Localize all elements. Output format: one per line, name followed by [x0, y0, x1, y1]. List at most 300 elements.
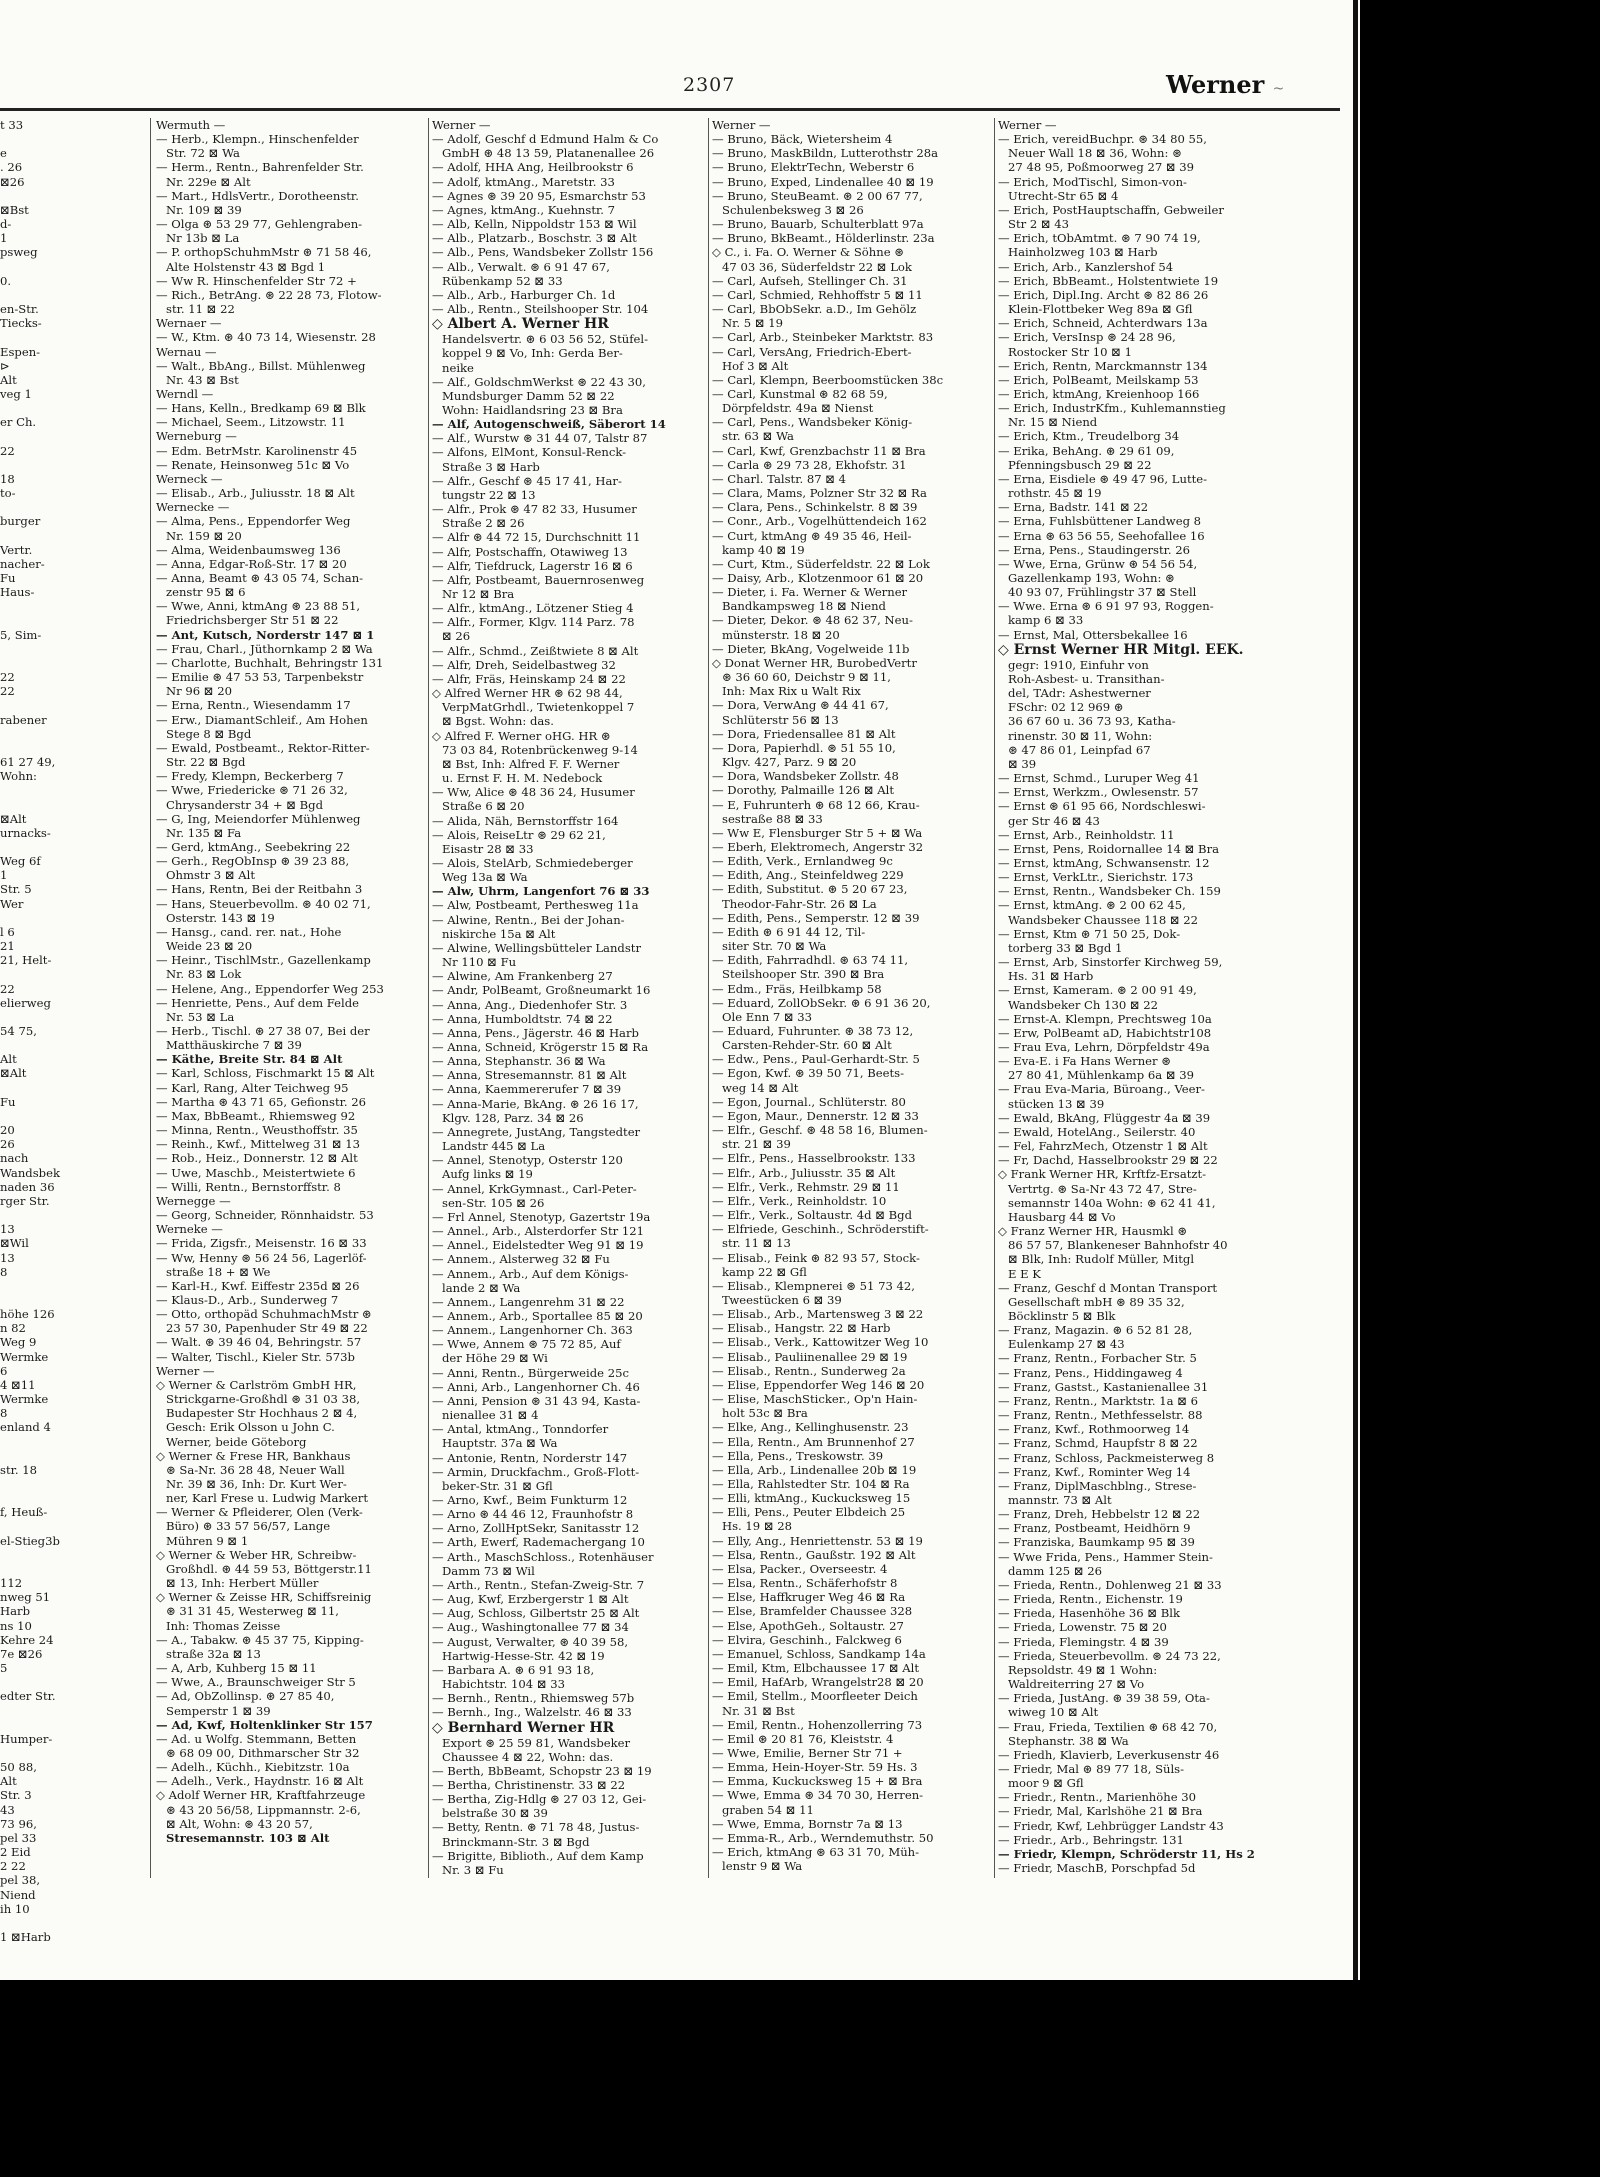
entry-line — [0, 798, 146, 812]
entry-line: — Ww, Henny ⊛ 56 24 56, Lagerlöf- — [156, 1250, 367, 1265]
entry-line: — Emil, Ktm, Elbchaussee 17 ⊠ Alt — [712, 1661, 920, 1676]
entry-line: — Erw., DiamantSchleif., Am Hohen — [156, 712, 368, 727]
entry-line: VerpMatGrhdl., Twietenkoppel 7 — [442, 700, 635, 715]
entry-line: — Erich, PostHauptschaffn, Gebweiler — [998, 202, 1224, 217]
entry-line: — Elfr., Verk., Soltaustr. 4d ⊠ Bgd — [712, 1208, 913, 1223]
entry-line: — Emma, Kuckucksweg 15 + ⊠ Bra — [712, 1774, 923, 1789]
running-head-mark: ~ — [1272, 81, 1285, 97]
entry-line: nienallee 31 ⊠ 4 — [442, 1408, 539, 1423]
entry-line: Klgv. 128, Parz. 34 ⊠ 26 — [442, 1110, 584, 1125]
entry-line: str. 11 ⊠ 13 — [722, 1236, 791, 1251]
entry-line: — Dorothy, Palmaille 126 ⊠ Alt — [712, 783, 895, 798]
entry-line: Straße 6 ⊠ 20 — [442, 799, 525, 814]
entry-line: Friedrichsberger Str 51 ⊠ 22 — [166, 613, 339, 628]
entry-line: — Emil, Rentn., Hohenzollerring 73 — [712, 1717, 923, 1732]
entry-line: Vertr. — [0, 542, 33, 557]
entry-line: str. 18 — [0, 1462, 37, 1477]
entry-line: — Georg, Schneider, Rönnhaidstr. 53 — [156, 1208, 374, 1223]
entry-line: Büro) ⊛ 33 57 56/57, Lange — [166, 1519, 331, 1534]
entry-line: pel 33 — [0, 1830, 37, 1845]
entry-line: ◇ Werner & Weber HR, Schreibw- — [156, 1547, 357, 1562]
entry-line: ◇ Alfred F. Werner oHG. HR ⊛ — [432, 728, 611, 743]
entry-line: — Frieda, Rentn., Eichenstr. 19 — [998, 1592, 1183, 1607]
entry-line: Rübenkamp 52 ⊠ 33 — [442, 273, 563, 288]
entry-line: — Alwine, Am Frankenberg 27 — [432, 969, 613, 984]
entry-line — [0, 642, 146, 656]
entry-line: — Alfr, Fräs, Heinskamp 24 ⊠ 22 — [432, 671, 626, 686]
entry-line: — Ella, Rahlstedter Str. 104 ⊠ Ra — [712, 1477, 910, 1491]
column-divider — [428, 118, 429, 1878]
entry-line: — Franz, Kwf., Rominter Weg 14 — [998, 1464, 1191, 1479]
entry-line: ◇ Werner & Zeisse HR, Schiffsreinig — [156, 1590, 372, 1605]
entry-line: ⊳ — [0, 358, 10, 373]
entry-line: 2 22 — [0, 1859, 26, 1874]
entry-line: — Dora, Papierhdl. ⊛ 51 55 10, — [712, 740, 896, 755]
entry-line: — Ant, Kutsch, Norderstr 147 ⊠ 1 — [156, 627, 375, 642]
entry-line: rabener — [0, 712, 47, 727]
entry-line: — Elvira, Geschinh., Falckweg 6 — [712, 1632, 902, 1647]
entry-line: — Anna, Schneid, Krögerstr 15 ⊠ Ra — [432, 1040, 649, 1054]
entry-line: — Emma, Hein-Hoyer-Str. 59 Hs. 3 — [712, 1760, 918, 1775]
entry-line: — Bruno, Bauarb, Schulterblatt 97a — [712, 217, 924, 232]
entry-line: 1 — [0, 868, 8, 883]
column-edge-fragments — [0, 118, 146, 1958]
entry-line: — Elli, Pens., Peuter Elbdeich 25 — [712, 1505, 906, 1520]
entry-line: — Ernst, Rentn., Wandsbeker Ch. 159 — [998, 884, 1221, 899]
entry-line — [0, 698, 146, 712]
entry-line: — Elise, Eppendorfer Weg 146 ⊠ 20 — [712, 1377, 925, 1392]
entry-line: münsterstr. 18 ⊠ 20 — [722, 627, 840, 642]
entry-line: — Alb., Platzarb., Boschstr. 3 ⊠ Alt — [432, 231, 637, 246]
entry-line: — Erich, ktmAng, Kreienhoop 166 — [998, 386, 1200, 401]
entry-line — [0, 1081, 146, 1095]
entry-line: 61 27 49, — [0, 755, 56, 770]
entry-line: — Hans, Steuerbevollm. ⊛ 40 02 71, — [156, 896, 371, 911]
entry-line: edter Str. — [0, 1689, 56, 1704]
entry-line: — Egon, Maur., Dennerstr. 12 ⊠ 33 — [712, 1108, 919, 1123]
entry-line — [0, 1038, 146, 1052]
entry-line: Haus- — [0, 585, 35, 600]
entry-line: — Franz, Rentn., Marktstr. 1a ⊠ 6 — [998, 1393, 1198, 1408]
entry-line: — Friedr., Arb., Behringstr. 131 — [998, 1832, 1184, 1847]
entry-line: Roh-Asbest- u. Transithan- — [1008, 671, 1165, 686]
entry-line: Tiecks- — [0, 316, 42, 331]
entry-line: — Elfr., Verk., Reinholdstr. 10 — [712, 1193, 887, 1208]
entry-line: — Franz, Rentn., Methfesselstr. 88 — [998, 1408, 1203, 1423]
entry-line: — Frieda, Lowenstr. 75 ⊠ 20 — [998, 1620, 1167, 1635]
entry-line — [0, 1519, 146, 1533]
entry-line: torberg 33 ⊠ Bgd 1 — [1008, 940, 1123, 955]
entry-line: — Eduard, Fuhrunter. ⊛ 38 73 12, — [712, 1024, 914, 1038]
entry-line: — Edith, Substitut. ⊛ 5 20 67 23, — [712, 882, 908, 897]
entry-line: — Armin, Druckfachm., Groß-Flott- — [432, 1464, 640, 1479]
entry-line: — Henriette, Pens., Auf dem Felde — [156, 995, 360, 1010]
entry-line: — Erna, Badstr. 141 ⊠ 22 — [998, 500, 1149, 515]
entry-line: 73 96, — [0, 1816, 37, 1831]
entry-line: straße 32a ⊠ 13 — [166, 1646, 261, 1661]
entry-line: — Arno, ZollHptSekr, Sanitasstr 12 — [432, 1521, 640, 1536]
entry-line: — Egon, Journal., Schlüterstr. 80 — [712, 1094, 906, 1109]
entry-line: — P. orthopSchuhmMstr ⊛ 71 58 46, — [156, 245, 372, 260]
entry-line — [0, 1718, 146, 1732]
entry-line: — Ella, Rentn., Am Brunnenhof 27 — [712, 1434, 915, 1449]
entry-line: lande 2 ⊠ Wa — [442, 1280, 521, 1295]
entry-line: Handelsvertr. ⊛ 6 03 56 52, Stüfel- — [442, 332, 648, 347]
entry-line: veg 1 — [0, 386, 32, 401]
entry-line: nweg 51 — [0, 1590, 51, 1605]
entry-line: — Ella, Pens., Treskowstr. 39 — [712, 1448, 884, 1463]
entry-line: — Conr., Arb., Vogelhüttendeich 162 — [712, 514, 927, 529]
entry-line: — Annem., Arb., Sportallee 85 ⊠ 20 — [432, 1308, 643, 1323]
entry-line: — Alfr., Schmd., Zeißtwiete 8 ⊠ Alt — [432, 643, 639, 658]
entry-line: — W., Ktm. ⊛ 40 73 14, Wiesenstr. 28 — [156, 330, 376, 345]
entry-line: — Adelh., Verk., Haydnstr. 16 ⊠ Alt — [156, 1774, 364, 1789]
entry-line: er Ch. — [0, 415, 37, 430]
entry-line: — Hans, Kelln., Bredkamp 69 ⊠ Blk — [156, 401, 366, 416]
entry-line: — Erich, vereidBuchpr. ⊛ 34 80 55, — [998, 132, 1207, 147]
entry-line: — Ernst, Arb., Reinholdstr. 11 — [998, 827, 1175, 842]
entry-line: Stephanstr. 38 ⊠ Wa — [1008, 1733, 1129, 1748]
entry-line: u. Ernst F. H. M. Nedebock — [442, 771, 603, 786]
entry-line: Nr 110 ⊠ Fu — [442, 955, 517, 970]
entry-line: — Alma, Pens., Eppendorfer Weg — [156, 514, 351, 529]
entry-line: — Wwe Frida, Pens., Hammer Stein- — [998, 1549, 1213, 1564]
entry-line — [0, 1109, 146, 1123]
entry-line: sestraße 88 ⊠ 33 — [722, 811, 823, 826]
entry-line: Straße 3 ⊠ Harb — [442, 459, 540, 474]
entry-line: — Helene, Ang., Eppendorfer Weg 253 — [156, 981, 384, 996]
entry-line: Wernau — — [156, 344, 217, 359]
entry-line: — Else, Bramfelder Chaussee 328 — [712, 1604, 913, 1619]
entry-line: 50 88, — [0, 1760, 37, 1775]
entry-line: 43 — [0, 1802, 15, 1817]
entry-line: — Charlotte, Buchhalt, Behringstr 131 — [156, 655, 384, 670]
entry-line: ⊠ Alt, Wohn: ⊛ 43 20 57, — [166, 1816, 313, 1831]
entry-line: — Erich, PolBeamt, Meilskamp 53 — [998, 372, 1199, 387]
entry-line: kamp 22 ⊠ Gfl — [722, 1264, 807, 1279]
entry-line: Hof 3 ⊠ Alt — [722, 358, 789, 373]
entry-line: — Friedr, Klempn, Schröderstr 11, Hs 2 — [998, 1846, 1255, 1861]
entry-line: — Antonie, Rentn, Norderstr 147 — [432, 1450, 628, 1465]
entry-line — [0, 1491, 146, 1505]
entry-line: 23 57 30, Papenhuder Str 49 ⊠ 22 — [166, 1321, 368, 1336]
entry-line: — Ewald, Postbeamt., Rektor-Ritter- — [156, 740, 370, 755]
entry-line: — Erich, ModTischl, Simon-von- — [998, 174, 1187, 189]
entry-line — [0, 1477, 146, 1491]
entry-line: 26 — [0, 1137, 15, 1152]
entry-line: Bandkampsweg 18 ⊠ Niend — [722, 599, 886, 614]
entry-line: — Adolf, HHA Ang, Heilbrookstr 6 — [432, 160, 634, 175]
entry-line: — Alb., Rentn., Steilshooper Str. 104 — [432, 302, 649, 317]
entry-line: — Heinr., TischlMstr., Gazellenkamp — [156, 953, 371, 968]
entry-line: siter Str. 70 ⊠ Wa — [722, 939, 827, 954]
entry-line: — Herm., Rentn., Bahrenfelder Str. — [156, 160, 364, 175]
entry-line: — Ad. u Wolfg. Stemmann, Betten — [156, 1731, 357, 1746]
entry-line: — Ernst, VerkLtr., Sierichstr. 173 — [998, 870, 1194, 885]
entry-line: — Alfr, Postschaffn, Otawiweg 13 — [432, 544, 628, 559]
entry-line: — Alfr, Tiefdruck, Lagerstr 16 ⊠ 6 — [432, 558, 633, 573]
entry-line: — Anni, Rentn., Bürgerweide 25c — [432, 1365, 629, 1380]
entry-line: — Erich, Dipl.Ing. Archt ⊛ 82 86 26 — [998, 287, 1209, 302]
entry-line: zenstr 95 ⊠ 6 — [166, 585, 246, 600]
entry-line: — Carl, Klempn, Beerboomstücken 38c — [712, 372, 944, 387]
entry-line: ⊠Alt — [0, 811, 27, 826]
entry-line: — Frieda, JustAng. ⊛ 39 38 59, Ota- — [998, 1691, 1210, 1706]
entry-line: — Alfr ⊛ 44 72 15, Durchschnitt 11 — [432, 530, 641, 545]
entry-line: — August, Verwalter, ⊛ 40 39 58, — [432, 1634, 629, 1649]
entry-line: Str 2 ⊠ 43 — [1008, 217, 1070, 232]
entry-line: — Wwe, Emma, Bornstr 7a ⊠ 13 — [712, 1816, 903, 1831]
entry-line: — Charl. Talstr. 87 ⊠ 4 — [712, 471, 847, 486]
column-4 — [998, 118, 1280, 1958]
entry-line: Nr 13b ⊠ La — [166, 231, 240, 246]
column-divider — [708, 118, 709, 1878]
entry-line: — Carl, BbObSekr. a.D., Im Gehölz — [712, 302, 917, 317]
entry-line: — Clara, Pens., Schinkelstr. 8 ⊠ 39 — [712, 500, 918, 515]
page-number: 2307 — [683, 74, 736, 96]
entry-line: ◇ Adolf Werner HR, Kraftfahrzeuge — [156, 1788, 366, 1803]
entry-line: damm 125 ⊠ 26 — [1008, 1563, 1102, 1578]
entry-line — [0, 783, 146, 797]
entry-line: — Emil ⊛ 20 81 76, Kleiststr. 4 — [712, 1731, 894, 1746]
entry-line: — Alma, Weidenbaumsweg 136 — [156, 542, 341, 557]
entry-line: — Anna, Kaemmererufer 7 ⊠ 39 — [432, 1082, 622, 1097]
entry-line: — Carl, Arb., Steinbeker Marktstr. 83 — [712, 330, 934, 345]
entry-line: — Elisab., Feink ⊛ 82 93 57, Stock- — [712, 1250, 920, 1265]
entry-line: burger — [0, 514, 41, 529]
entry-line: E E K — [1008, 1266, 1041, 1281]
entry-line: — Bertha, Christinenstr. 33 ⊠ 22 — [432, 1777, 626, 1792]
entry-line: — Edith, Ang., Steinfeldweg 229 — [712, 868, 904, 883]
entry-line: holt 53c ⊠ Bra — [722, 1406, 808, 1421]
entry-line: el-Stieg3b — [0, 1533, 60, 1548]
entry-line: — Renate, Heinsonweg 51c ⊠ Vo — [156, 457, 350, 472]
entry-line: — Franziska, Baumkamp 95 ⊠ 39 — [998, 1535, 1195, 1550]
entry-line: 27 48 95, Poßmoorweg 27 ⊠ 39 — [1008, 160, 1195, 175]
entry-line — [0, 967, 146, 981]
entry-line: — Ww E, Flensburger Str 5 + ⊠ Wa — [712, 825, 923, 840]
entry-line: — Ww, Alice ⊛ 48 36 24, Husumer — [432, 785, 635, 800]
entry-line: — Alois, ReiseLtr ⊛ 29 62 21, — [432, 827, 606, 842]
entry-line — [0, 260, 146, 274]
entry-line: — Dieter, Dekor. ⊛ 48 62 37, Neu- — [712, 613, 913, 628]
entry-line: — Friedr, Kwf, Lehbrügger Landstr 43 — [998, 1818, 1224, 1833]
entry-line: — Franz, Schmd, Haupfstr 8 ⊠ 22 — [998, 1436, 1198, 1451]
entry-line: — Erna, Rentn., Wiesendamm 17 — [156, 698, 351, 713]
entry-line — [0, 727, 146, 741]
entry-line: — Ernst, Kameram. ⊛ 2 00 91 49, — [998, 983, 1197, 998]
entry-line: ◇ Bernhard Werner HR — [432, 1719, 615, 1736]
entry-line: del, TAdr: Ashestwerner — [1008, 686, 1151, 701]
entry-line: — Alois, StelArb, Schmiedeberger — [432, 855, 633, 870]
entry-line: — Elfr., Geschf. ⊛ 48 58 16, Blumen- — [712, 1123, 928, 1138]
entry-line: ⊠Wil — [0, 1236, 29, 1251]
entry-line: Klgv. 427, Parz. 9 ⊠ 20 — [722, 755, 857, 770]
entry-line: 47 03 36, Süderfeldstr 22 ⊠ Lok — [722, 259, 912, 274]
entry-line: Eulenkamp 27 ⊠ 43 — [1008, 1337, 1125, 1352]
entry-line: Repsoldstr. 49 ⊠ 1 Wohn: — [1008, 1662, 1158, 1677]
entry-line — [0, 1449, 146, 1463]
entry-line: weg 14 ⊠ Alt — [722, 1080, 799, 1095]
entry-line: 13 — [0, 1250, 15, 1265]
entry-line: — Bruno, Bäck, Wietersheim 4 — [712, 132, 893, 147]
entry-line: ⊛ 47 86 01, Leinpfad 67 — [1008, 742, 1151, 757]
entry-line: — Clara, Mams, Polzner Str 32 ⊠ Ra — [712, 486, 927, 501]
entry-line: — Gerd, ktmAng., Seebekring 22 — [156, 839, 351, 854]
entry-line: — Curt, Ktm., Süderfeldstr. 22 ⊠ Lok — [712, 556, 930, 571]
entry-line: Fu — [0, 1094, 16, 1109]
entry-line: Budapester Str Hochhaus 2 ⊠ 4, — [166, 1406, 358, 1421]
entry-line: — Herb., Klempn., Hinschenfelder — [156, 132, 359, 147]
entry-line: — Andr, PolBeamt, Großneumarkt 16 — [432, 983, 651, 998]
entry-line: . 26 — [0, 160, 23, 175]
entry-line: 21 — [0, 939, 15, 954]
entry-line: Wandsbeker Ch 130 ⊠ 22 — [1008, 997, 1159, 1012]
entry-line: 21, Helt- — [0, 953, 52, 968]
entry-line — [0, 1675, 146, 1689]
entry-line — [0, 401, 146, 415]
entry-line: gegr: 1910, Einfuhr von — [1008, 657, 1149, 672]
entry-line: stücken 13 ⊠ 39 — [1008, 1096, 1105, 1111]
entry-line: moor 9 ⊠ Gfl — [1008, 1776, 1084, 1791]
entry-line: — Adolf, ktmAng., Maretstr. 33 — [432, 174, 615, 189]
entry-line: — Elly, Ang., Henriettenstr. 53 ⊠ 19 — [712, 1533, 923, 1548]
entry-line: 22 — [0, 684, 15, 699]
entry-line: Wandsbek — [0, 1165, 60, 1180]
entry-line: — Otto, orthopäd SchuhmachMstr ⊛ — [156, 1307, 372, 1322]
entry-line: Osterstr. 143 ⊠ 19 — [166, 910, 275, 925]
entry-line: ger Str 46 ⊠ 43 — [1008, 813, 1100, 828]
entry-line: — Erw, PolBeamt aD, Habichtstr108 — [998, 1025, 1212, 1040]
entry-line: — Alwine, Rentn., Bei der Johan- — [432, 912, 625, 927]
entry-line — [0, 840, 146, 854]
entry-line: — Annegrete, JustAng, Tangstedter — [432, 1124, 641, 1139]
entry-line: — Elsa, Packer., Overseestr. 4 — [712, 1561, 888, 1576]
entry-line: — Frau Eva, Lehrn, Dörpfeldstr 49a — [998, 1040, 1210, 1054]
entry-line: Chrysanderstr 34 + ⊠ Bgd — [166, 797, 324, 812]
entry-line: enland 4 — [0, 1420, 51, 1435]
entry-line — [0, 1704, 146, 1718]
entry-line: Alt — [0, 1052, 17, 1067]
entry-line: kamp 6 ⊠ 33 — [1008, 613, 1084, 628]
entry-line: Aufg links ⊠ 19 — [442, 1167, 533, 1182]
entry-line: ⊛ 68 09 00, Dithmarscher Str 32 — [166, 1745, 360, 1760]
entry-line: niskirche 15a ⊠ Alt — [442, 926, 556, 941]
entry-line: Str. 72 ⊠ Wa — [166, 146, 240, 161]
entry-line: — Carl, VersAng, Friedrich-Ebert- — [712, 344, 912, 359]
entry-line: — Elisab., Klempnerei ⊛ 51 73 42, — [712, 1278, 915, 1293]
entry-line: 27 80 41, Mühlenkamp 6a ⊠ 39 — [1008, 1068, 1195, 1083]
entry-line: — Herb., Tischl. ⊛ 27 38 07, Bei der — [156, 1024, 370, 1038]
entry-line: — Frida, Zigsfr., Meisenstr. 16 ⊠ 33 — [156, 1236, 367, 1251]
entry-line: Humper- — [0, 1731, 53, 1746]
entry-line: Carsten-Rehder-Str. 60 ⊠ Alt — [722, 1038, 892, 1053]
entry-line — [0, 458, 146, 472]
entry-line: Str. 3 — [0, 1788, 32, 1803]
entry-line: — Fel, FahrzMech, Otzenstr 1 ⊠ Alt — [998, 1139, 1208, 1154]
entry-line: — Frau, Frieda, Textilien ⊛ 68 42 70, — [998, 1719, 1218, 1734]
entry-line: — Alfr, Postbeamt, Bauernrosenweg — [432, 572, 645, 587]
entry-line: — Dieter, i. Fa. Werner & Werner — [712, 585, 908, 600]
entry-line: — Bernh., Ing., Walzelstr. 46 ⊠ 33 — [432, 1705, 632, 1720]
entry-line: Ohmstr 3 ⊠ Alt — [166, 868, 256, 883]
entry-line: — Anna, Ang., Diedenhofer Str. 3 — [432, 997, 628, 1012]
entry-line: — Erich, ktmAng ⊛ 63 31 70, Müh- — [712, 1845, 920, 1860]
entry-line: — Else, Haffkruger Weg 46 ⊠ Ra — [712, 1590, 906, 1605]
entry-line: Inh: Thomas Zeisse — [166, 1618, 281, 1633]
entry-line: ⊠ Blk, Inh: Rudolf Müller, Mitgl — [1008, 1252, 1195, 1267]
entry-line: lenstr 9 ⊠ Wa — [722, 1859, 803, 1874]
entry-line: Eisastr 28 ⊠ 33 — [442, 841, 534, 856]
entry-line: — Barbara A. ⊛ 6 91 93 18, — [432, 1662, 595, 1677]
entry-line: — A, Arb, Kuhberg 15 ⊠ 11 — [156, 1661, 317, 1676]
entry-line: 7e ⊠26 — [0, 1646, 43, 1661]
running-head-text: Werner — [1166, 70, 1265, 99]
entry-line: — Martha ⊛ 43 71 65, Gefionstr. 26 — [156, 1094, 367, 1109]
entry-line: — Minna, Rentn., Weusthoffstr. 35 — [156, 1123, 358, 1138]
entry-line: — Annem., Arb., Auf dem Königs- — [432, 1266, 629, 1281]
entry-line — [0, 288, 146, 302]
entry-line: — Anna, Edgar-Roß-Str. 17 ⊠ 20 — [156, 556, 347, 571]
entry-line: 54 75, — [0, 1024, 37, 1038]
entry-line: Wohn: — [0, 769, 37, 784]
entry-line: rinenstr. 30 ⊠ 11, Wohn: — [1008, 728, 1153, 743]
entry-line: — Ewald, HotelAng., Seilerstr. 40 — [998, 1124, 1196, 1139]
entry-line: f, Heuß- — [0, 1505, 48, 1520]
entry-line — [0, 1435, 146, 1449]
entry-line: — Fredy, Klempn, Beckerberg 7 — [156, 769, 344, 784]
column-3 — [712, 118, 990, 1958]
entry-line: — Friedr, MaschB, Porschpfad 5d — [998, 1861, 1196, 1876]
entry-line: — Franz, Geschf d Montan Transport — [998, 1280, 1218, 1295]
entry-line: Rostocker Str 10 ⊠ 1 — [1008, 344, 1132, 359]
entry-line: ns 10 — [0, 1618, 32, 1633]
entry-line: Straße 2 ⊠ 26 — [442, 516, 525, 531]
entry-line: — Edm., Fräs, Heilbkamp 58 — [712, 981, 882, 996]
entry-line: Brinckmann-Str. 3 ⊠ Bgd — [442, 1834, 590, 1849]
entry-line: — Emanuel, Schloss, Sandkamp 14a — [712, 1646, 926, 1661]
entry-line: mannstr. 73 ⊠ Alt — [1008, 1493, 1112, 1507]
entry-line: — Carl, Kwf, Grenzbachstr 11 ⊠ Bra — [712, 443, 926, 458]
entry-line: — Curt, ktmAng ⊛ 49 35 46, Heil- — [712, 528, 912, 543]
entry-line: ⊛ 43 20 56/58, Lippmannstr. 2-6, — [166, 1802, 361, 1817]
entry-line: ◇ Ernst Werner HR Mitgl. EEK. — [998, 641, 1244, 658]
entry-line: Mundsburger Damm 52 ⊠ 22 — [442, 388, 615, 403]
entry-line: — Annel., Eidelstedter Weg 91 ⊠ 19 — [432, 1238, 644, 1253]
entry-line: — Carl, Pens., Wandsbeker König- — [712, 415, 913, 430]
entry-line: Dörpfeldstr. 49a ⊠ Nienst — [722, 401, 874, 416]
entry-line — [0, 1279, 146, 1293]
entry-line: — Erich, Arb., Kanzlershof 54 — [998, 259, 1174, 274]
entry-line: — Arth., MaschSchloss., Rotenhäuser — [432, 1549, 654, 1564]
entry-line: — Antal, ktmAng., Tonndorfer — [432, 1422, 609, 1437]
entry-line: — Anna, Humboldtstr. 74 ⊠ 22 — [432, 1011, 613, 1026]
entry-line: — Alb, Kelln, Nippoldstr 153 ⊠ Wil — [432, 217, 637, 232]
entry-line: — Elsa, Rentn., Schäferhofstr 8 — [712, 1576, 898, 1591]
entry-line: — Edith, Pens., Semperstr. 12 ⊠ 39 — [712, 910, 920, 925]
entry-line: Weg 6f — [0, 854, 41, 869]
entry-line: — Elisab., Pauliinenallee 29 ⊠ 19 — [712, 1349, 908, 1364]
entry-line: ⊠Bst — [0, 202, 29, 217]
entry-line: Nr. 43 ⊠ Bst — [166, 372, 239, 387]
entry-line: l 6 — [0, 924, 15, 939]
entry-line: Inh: Max Rix u Walt Rix — [722, 684, 861, 699]
entry-line: — Dora, VerwAng ⊛ 44 41 67, — [712, 698, 889, 713]
entry-line: 13 — [0, 1222, 15, 1237]
entry-line: Niend — [0, 1887, 36, 1902]
entry-line: — Adelh., Küchh., Kiebitzstr. 10a — [156, 1760, 350, 1775]
entry-line: — Adolf, Geschf d Edmund Halm & Co — [432, 132, 659, 147]
